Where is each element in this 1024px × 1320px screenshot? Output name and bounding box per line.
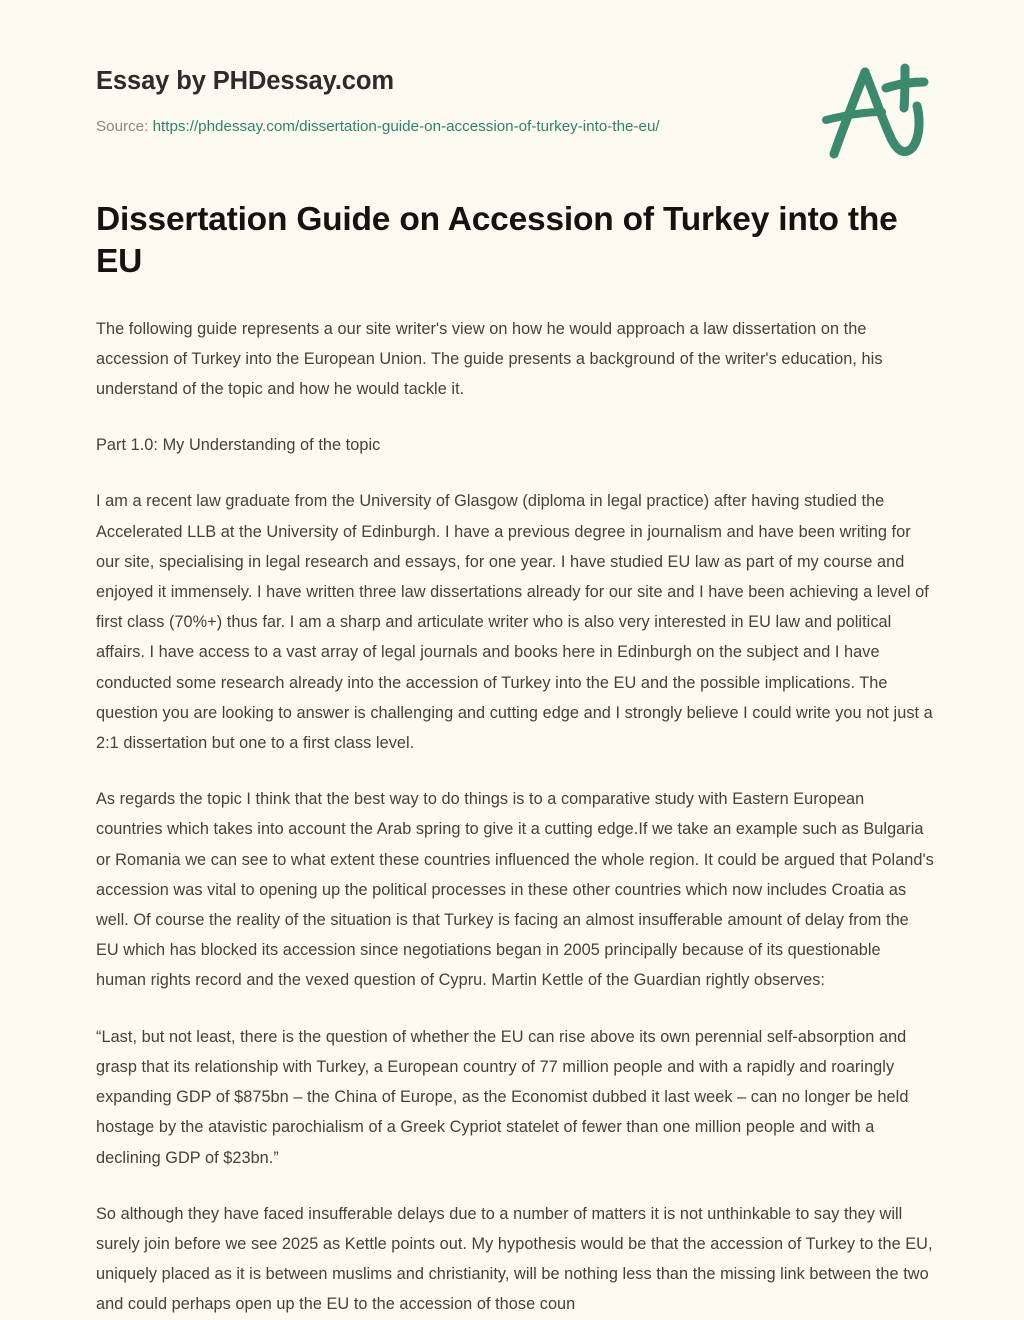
body-paragraph: As regards the topic I think that the best way to do things is to a comparative study with Eastern European countries which takes into account the Arab spring to give it a cutting edge.If we take an example such as Bulgaria or Romania we can see to what extent these countries influenced the whole region. It could be argued that Poland's accession was vital to opening up the political processes in these other countries which now includes Croatia as well. Of course the reality of the situation is that Turkey is facing an almost insufferable amount of delay from the EU which has blocked its accession since negotiations began in 2005 principally because of its questionable human rights record and the vexed question of Cypru. Martin Kettle of the Guardian rightly observes: — [96, 790, 934, 990]
section-heading-part-1: Part 1.0: My Understanding of the topic — [96, 436, 381, 455]
quote-paragraph: “Last, but not least, there is the question of whether the EU can rise above its own perennial self-absorption and grasp that its relationship with Turkey, a European country of 77 million people and with a rapidly and roaringly expanding GDP of $875bn – the China of Europe, as the Economist dubbed it last week – can no longer be held hostage by the atavistic parochialism of a Greek Cypriot statelet of fewer than one million people and with a declining GDP of $23bn.” — [96, 1027, 909, 1167]
page-title: Dissertation Guide on Accession of Turkey into the EU — [96, 200, 898, 280]
body-paragraph: The following guide represents a our site writer's view on how he would approach a law dissertation on the accession of Turkey into the European Union. The guide presents a background of the writer's education, his understand of the topic and how he would tackle it. — [96, 319, 883, 399]
aplus-logo-icon — [820, 62, 932, 166]
source-line — [96, 116, 660, 137]
page-header — [0, 0, 1024, 137]
body-paragraph: I am a recent law graduate from the University of Glasgow (diploma in legal practice) after having studied the Accelerated LLB at the University of Edinburgh. I have a previous degree in journalism and have been writing for our site, specialising in legal research and essays, for one year. I have studied EU law as part of my course and enjoyed it immensely. I have written three law dissertations already for our site and I have been achieving a level of first class (70%+) thus far. I am a sharp and articulate writer who is also very interested in EU law and political affairs. I have access to a vast array of legal journals and books here in Edinburgh on the subject and I have conducted some research already into the accession of Turkey into the EU and the possible implications. The question you are looking to answer is challenging and cutting edge and I strongly believe I could write you not just a 2:1 dissertation but one to a first class level. — [96, 492, 933, 753]
brand-title: Essay by PHDessay.com — [96, 67, 394, 95]
body-paragraph-truncated: So although they have faced insufferable delays due to a number of matters it is not unthinkable to say they will surely join before we see 2025 as Kettle points out. My hypothesis would be that the accession of Turkey to the EU, uniquely placed as it is between muslims and christianity, will be nothing less than the missing link between the two and could perhaps open up the EU to the accession of those coun — [96, 1204, 933, 1314]
source-url-link[interactable]: https://phdessay.com/dissertation-guide-on-accession-of-turkey-into-the-eu/ — [152, 117, 660, 135]
source-label: Source: — [96, 117, 149, 135]
document-body — [0, 314, 1024, 1320]
header-text-block — [96, 66, 660, 137]
